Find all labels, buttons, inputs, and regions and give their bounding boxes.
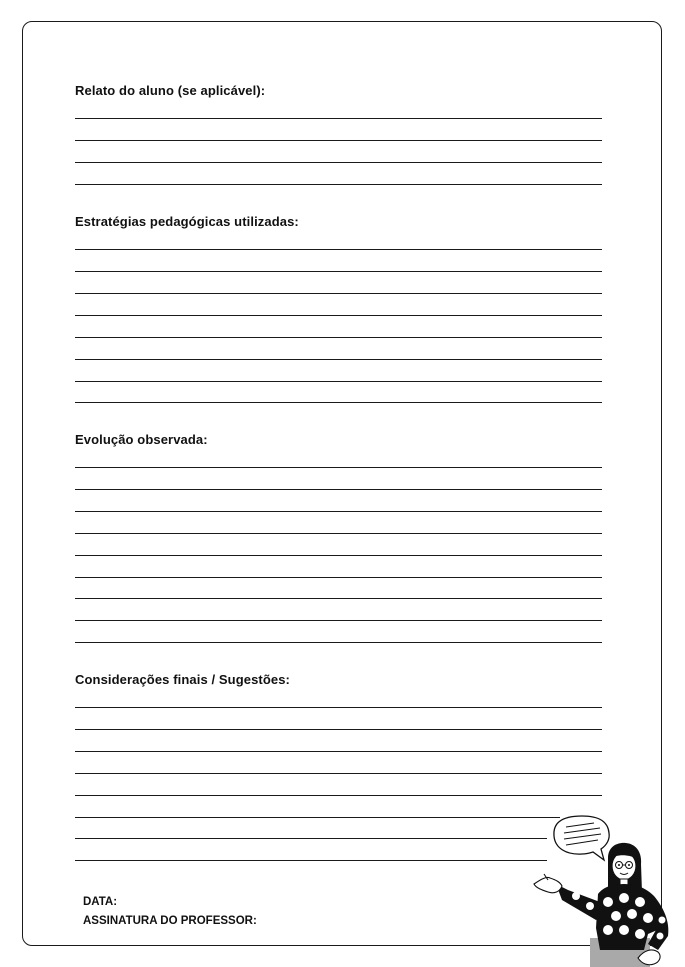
writing-line[interactable] [75,511,602,512]
writing-line[interactable] [75,598,602,599]
writing-line[interactable] [75,817,560,818]
writing-line[interactable] [75,359,602,360]
writing-line[interactable] [75,249,602,250]
date-label: DATA: [83,896,118,908]
writing-line[interactable] [75,838,547,839]
writing-line[interactable] [75,751,602,752]
writing-line[interactable] [75,184,602,185]
writing-line[interactable] [75,707,602,708]
writing-line[interactable] [75,577,602,578]
writing-line[interactable] [75,795,602,796]
form-sheet [22,21,662,946]
writing-line[interactable] [75,555,602,556]
writing-line[interactable] [75,489,602,490]
writing-line[interactable] [75,118,602,119]
section-title-final-considerations: Considerações finais / Sugestões: [75,672,290,687]
section-title-evolution: Evolução observada: [75,432,208,447]
writing-line[interactable] [75,162,602,163]
writing-line[interactable] [75,140,602,141]
writing-line[interactable] [75,381,602,382]
writing-line[interactable] [75,402,602,403]
writing-line[interactable] [75,293,602,294]
writing-line[interactable] [75,315,602,316]
speech-bubble-icon [554,816,609,860]
writing-line[interactable] [75,467,602,468]
teacher-with-speech-bubble-icon [520,810,685,967]
writing-line[interactable] [75,620,602,621]
section-title-strategies: Estratégias pedagógicas utilizadas: [75,214,299,229]
writing-line[interactable] [75,642,602,643]
writing-line[interactable] [75,271,602,272]
writing-line[interactable] [75,337,602,338]
writing-line[interactable] [75,773,602,774]
writing-line[interactable] [75,729,602,730]
writing-line[interactable] [75,533,602,534]
signature-label: ASSINATURA DO PROFESSOR: [83,915,257,927]
section-title-student-report: Relato do aluno (se aplicável): [75,83,266,98]
writing-line[interactable] [75,860,547,861]
